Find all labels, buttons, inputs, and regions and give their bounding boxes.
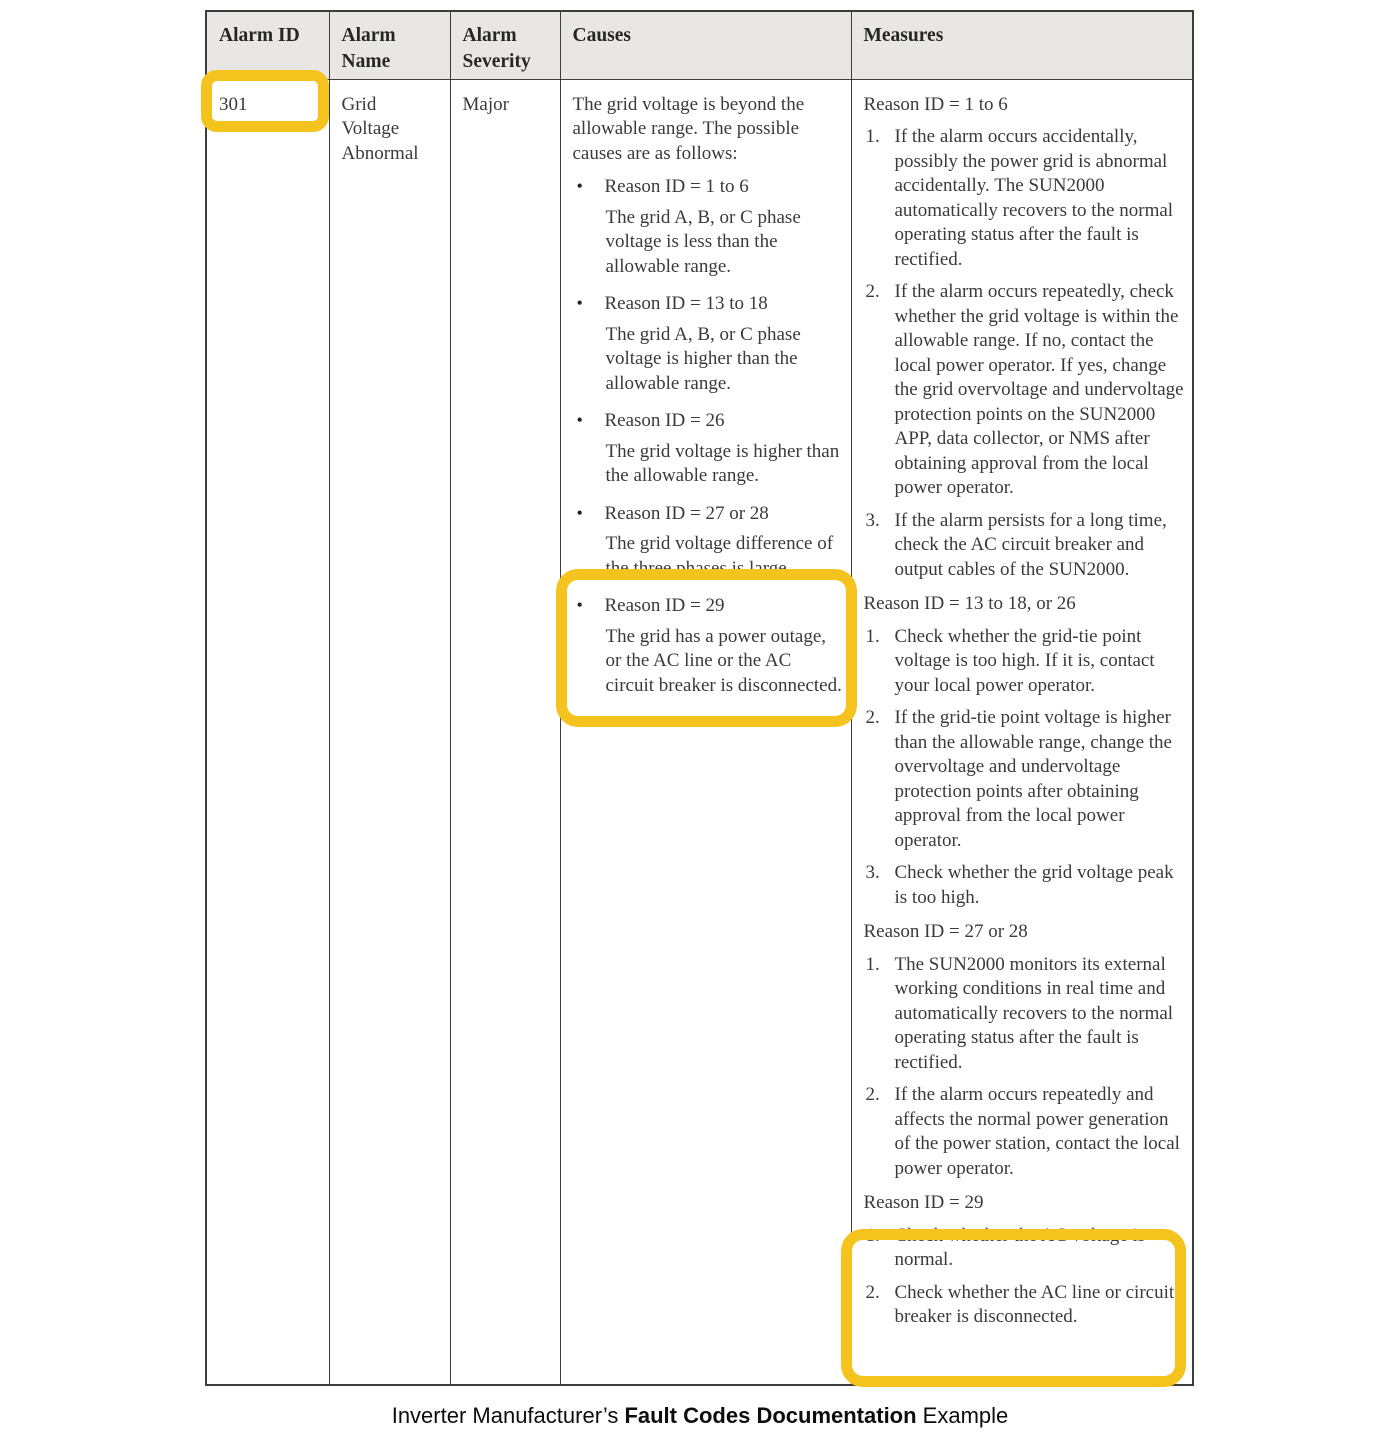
measures-steps bbox=[864, 953, 1185, 1182]
column-header-alarm-name: Alarm Name bbox=[329, 11, 450, 79]
causes-intro: The grid voltage is beyond the allowable range. The possible causes are as follows: bbox=[572, 93, 805, 164]
measure-step: If the alarm occurs repeatedly, check whether the grid voltage is within the allowable range. If no, contact the local power operator. If yes, change the grid overvoltage and undervoltage protection points on the SUN2000 APP, data collector, or NMS after obtaining approval from the local power operator. bbox=[894, 281, 1184, 498]
cell-alarm-id bbox=[206, 79, 329, 1385]
column-header-alarm-severity: Alarm Severity bbox=[450, 11, 560, 79]
measures-heading-reason-1-6: Reason ID = 1 to 6 bbox=[863, 93, 1008, 115]
measures-heading-reason-13-18-26: Reason ID = 13 to 18, or 26 bbox=[863, 593, 1076, 614]
cause-item-reason-13-18 bbox=[573, 292, 843, 396]
cause-description: The grid has a power outage, or the AC line or the AC circuit breaker is disconnected. bbox=[605, 625, 842, 696]
measure-step: Check whether the grid-tie point voltage is too high. If it is, contact your local power operator. bbox=[894, 625, 1155, 696]
cell-alarm-severity bbox=[450, 79, 560, 1385]
cause-description: The grid voltage difference of the three phases is large. bbox=[605, 533, 834, 579]
measure-step: The SUN2000 monitors its external working conditions in real time and automatically recovers to the normal operating status after the fault is rectified. bbox=[894, 953, 1174, 1073]
cause-title: • Reason ID = 29 bbox=[604, 595, 725, 616]
measure-step: Check whether the AC line or circuit breaker is disconnected. bbox=[894, 1281, 1175, 1327]
column-header-measures: Measures bbox=[851, 11, 1193, 79]
measures-steps bbox=[864, 625, 1185, 911]
cause-description: The grid voltage is higher than the allowable range. bbox=[605, 440, 840, 486]
measure-step: If the alarm persists for a long time, check the AC circuit breaker and output cables of the SUN2000. bbox=[894, 509, 1167, 580]
cell-alarm-name bbox=[329, 79, 450, 1385]
measure-step: If the alarm occurs repeatedly and affects the normal power generation of the power station, contact the local power operator. bbox=[894, 1084, 1180, 1179]
table-row-alarm-301 bbox=[206, 79, 1193, 1385]
cause-item-reason-1-6 bbox=[573, 175, 843, 279]
measures-heading-reason-29: Reason ID = 29 bbox=[863, 1192, 984, 1213]
caption-bold-text: Fault Codes Documentation bbox=[624, 1403, 917, 1428]
highlight-box-causes-reason-29 bbox=[556, 569, 857, 727]
measure-step: If the alarm occurs accidentally, possibly the power grid is abnormal accidentally. The SUN2000 automatically recovers to the normal operating status after the fault is rectified. bbox=[894, 126, 1174, 270]
highlight-box-measures-reason-29 bbox=[841, 1229, 1186, 1387]
alarm-severity-value: Major bbox=[462, 93, 509, 115]
cause-title: • Reason ID = 13 to 18 bbox=[604, 293, 768, 314]
cause-title: • Reason ID = 27 or 28 bbox=[604, 502, 769, 524]
cell-causes bbox=[560, 79, 851, 1385]
alarm-name-value: Grid Voltage Abnormal bbox=[341, 93, 419, 164]
measure-step: Check whether the AC voltage is normal. bbox=[894, 1224, 1146, 1270]
highlight-box-alarm-id-301 bbox=[201, 70, 329, 132]
column-header-alarm-id: Alarm ID bbox=[206, 11, 329, 79]
cause-title: • Reason ID = 26 bbox=[604, 410, 725, 431]
measure-step: If the grid-tie point voltage is higher than the allowable range, change the overvoltage and undervoltage protection points after obtaining approval from the local power operator. bbox=[894, 707, 1172, 851]
measure-step: Check whether the grid voltage peak is too high. bbox=[894, 862, 1174, 908]
measures-steps bbox=[864, 125, 1185, 582]
caption-suffix: Example bbox=[916, 1403, 1009, 1428]
cause-description: The grid A, B, or C phase voltage is higher than the allowable range. bbox=[605, 323, 801, 394]
figure-caption bbox=[0, 1403, 1400, 1429]
column-header-causes: Causes bbox=[560, 11, 851, 79]
alarm-id-value: 301 bbox=[219, 93, 248, 115]
cause-title: • Reason ID = 1 to 6 bbox=[604, 176, 749, 197]
measures-heading-reason-27-28: Reason ID = 27 or 28 bbox=[863, 921, 1028, 942]
table-header-row bbox=[206, 11, 1193, 79]
cause-description: The grid A, B, or C phase voltage is less than the allowable range. bbox=[605, 206, 801, 277]
caption-prefix: Inverter Manufacturer’s bbox=[391, 1403, 625, 1428]
cause-item-reason-26 bbox=[573, 409, 843, 489]
cell-measures bbox=[851, 79, 1193, 1385]
